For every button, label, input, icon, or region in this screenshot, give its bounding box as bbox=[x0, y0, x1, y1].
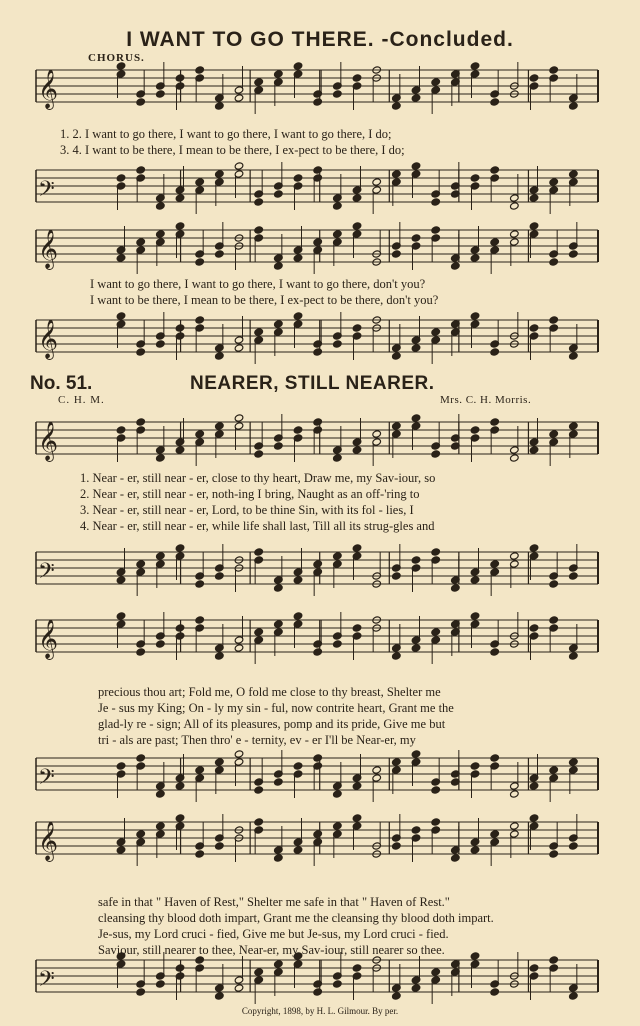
svg-text:𝄢: 𝄢 bbox=[38, 967, 55, 997]
svg-text:𝄞: 𝄞 bbox=[38, 619, 59, 659]
lyric-line: tri - als are past; Then thro' e - ternity, ev - er I'll be Near-er, my bbox=[98, 733, 416, 747]
lyric-line: precious thou art; Fold me, O fold me close to thy breast, Shelter me bbox=[98, 685, 441, 699]
svg-text:𝄢: 𝄢 bbox=[38, 765, 55, 795]
lyric-line: I want to be there, I mean to be there, I ex-pect to be there, don't you? bbox=[90, 293, 439, 307]
svg-text:𝄢: 𝄢 bbox=[38, 177, 55, 207]
lyric-line: 1. Near - er, still near - er, close to thy heart, Draw me, my Sav-iour, so bbox=[80, 471, 436, 485]
svg-text:𝄞: 𝄞 bbox=[38, 421, 59, 461]
author-credit: Mrs. C. H. Morris. bbox=[440, 394, 532, 406]
lyric-line: safe in that " Haven of Rest," Shelter me safe in that " Haven of Rest." bbox=[98, 895, 450, 909]
svg-text:𝄞: 𝄞 bbox=[38, 229, 59, 269]
lyric-line: glad-ly re - sign; All of its pleasures, pomp and its pride, Give me but bbox=[98, 717, 446, 731]
svg-text:𝄞: 𝄞 bbox=[38, 821, 59, 861]
copyright-notice: Copyright, 1898, by H. L. Gilmour. By per. bbox=[241, 1006, 399, 1016]
lyric-line: 4. Near - er, still near - er, while life shall last, Till all its strug-gles and bbox=[80, 519, 435, 533]
chorus-label: CHORUS. bbox=[88, 52, 145, 64]
svg-text:𝄞: 𝄞 bbox=[38, 319, 59, 359]
lyric-line: 3. Near - er, still near - er, Lord, to be thine Sin, with its fol - lies, I bbox=[80, 503, 414, 517]
lyric-line: Je - sus my King; On - ly my sin - ful, now contrite heart, Grant me the bbox=[98, 701, 454, 715]
lyric-line: Je-sus, my Lord cruci - fied, Give me but Je-sus, my Lord cruci - fied. bbox=[98, 927, 449, 941]
svg-text:𝄞: 𝄞 bbox=[38, 69, 59, 109]
hymn-title: NEARER, STILL NEARER. bbox=[190, 373, 435, 394]
hymn-number: No. 51. bbox=[30, 373, 93, 394]
lyric-line: 3. 4. I want to be there, I mean to be there, I ex-pect to be there, I do; bbox=[60, 143, 405, 157]
lyric-line: 2. Near - er, still near - er, noth-ing I bring, Naught as an off-'ring to bbox=[80, 487, 420, 501]
hymn-title-concluded: I WANT TO GO THERE. -Concluded. bbox=[126, 28, 514, 51]
lyric-line: cleansing thy blood doth impart, Grant me the cleansing thy blood doth impart. bbox=[98, 911, 494, 925]
composer-credit: C. H. M. bbox=[58, 394, 105, 406]
svg-text:𝄢: 𝄢 bbox=[38, 559, 55, 589]
lyric-line: 1. 2. I want to go there, I want to go there, I want to go there, I do; bbox=[60, 127, 392, 141]
lyric-line: I want to go there, I want to go there, I want to go there, don't you? bbox=[90, 277, 426, 291]
lyric-line: Saviour, still nearer to thee, Near-er, my Sav-iour, still nearer so thee. bbox=[98, 943, 445, 957]
